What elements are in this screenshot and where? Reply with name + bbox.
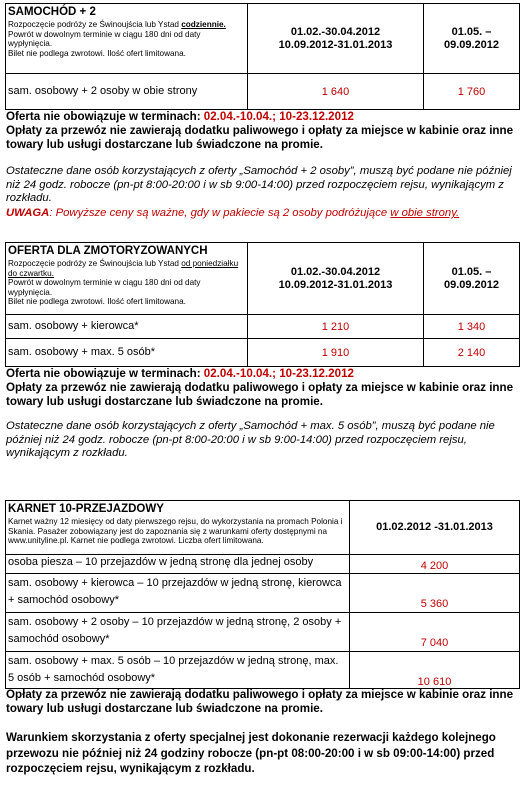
table-row [6,574,519,613]
offer-title: SAMOCHÓD + 2 [8,6,96,18]
row-label: sam. osobowy + 2 osoby – 10 przejazdów w jedną stronę, 2 osoby + samochód osobowy* [6,613,350,651]
desc-refund: Bilet nie podlega zwrotowi. Ilość ofert limitowana. [8,297,186,307]
row-label: osoba piesza – 10 przejazdów w jedną stronę dla jednej osoby [6,555,350,573]
offer-description-cell [6,501,350,554]
desc-days: od poniedziałku do czwartku. [8,259,239,278]
fees-note: Opłaty za przewóz nie zawierają dodatku paliwowego i opłaty za miejsce w kabinie oraz inne towary lub usługi dostarczane lub świadczone na promie. [6,381,514,408]
exclusion-dates: 02.04.-10.04.; 10-23.12.2012 [203,367,354,380]
desc-start: Rozpoczęcie podróży ze Świnoujścia lub Ystad [8,20,182,29]
period1-line2: 10.09.2012-31.01.2013 [278,278,393,291]
exclusion-label: Oferta nie obowiązuje w terminach: [6,110,204,123]
period1-line1: 01.02.-30.04.2012 [290,266,381,278]
passenger-data-note: Ostateczne dane osób korzystających z oferty „Samochód + 2 osoby”, muszą być podane nie później niż 24 godz. robocze (pn-pt 8:00-20:00 i w sb 9:00-14:00) przed rozpoczęciem rejsu, wynikającym z rozkładu. [6,165,512,205]
period2-header [424,243,519,314]
period: 01.02.2012 -31.01.2013 [376,521,493,534]
reservation-condition-note: Warunkiem skorzystania z oferty specjalnej jest dokonanie rezerwacji każdego kolejnego przewozu nie później niż 24 godziny robocze (pn-pt 08:00-20:00 i w sb 09:00-14:00) przed rozpoczęciem rejsu, wynikającym z rozkładu. [6,731,496,775]
table-oferta-zmotoryzowanych [5,242,520,367]
offer-exclusion-note [6,110,516,124]
desc-return: Powrót w dowolnym terminie w ciągu 180 dni od daty wypłynięcia. [8,29,201,49]
price: 10 610 [417,676,452,688]
period2-header [424,4,519,73]
desc-refund: Bilet nie podlega zwrotowi. Ilość ofert limitowana. [8,48,186,58]
offer-title: KARNET 10-PRZEJAZDOWY [8,503,164,515]
table-row [6,339,519,366]
offer-description: Karnet ważny 12 miesięcy od daty pierwszego rejsu, do wykorzystania na promach Polonia i Skania. Pasażer zobowiązany jest do zapoznania się z warunkami oferty dostępnymi na www.unityline.pl. Karnet nie podlega zwrotowi. Liczba ofert limitowana. [8,517,343,546]
row-label: sam. osobowy + kierowca – 10 przejazdów w jedną stronę, kierowca + samochód osobowy* [6,574,350,612]
price-period1: 1 910 [248,339,424,366]
offer-description-cell [6,243,248,314]
fees-note: Opłaty za przewóz nie zawierają dodatku paliwowego i opłaty za miejsce w kabinie oraz inne towary lub usługi dostarczane lub świadczone na promie. [6,688,514,715]
period1-header [248,243,424,314]
table-header-row [6,243,519,315]
period2-line1: 01.05. – [451,26,492,38]
price-period2: 1 760 [457,85,486,98]
exclusion-label: Oferta nie obowiązuje w terminach: [6,367,204,380]
offer-title: OFERTA DLA ZMOTORYZOWANYCH [8,245,208,257]
price: 5 360 [420,598,449,610]
warning-note [6,207,518,221]
offer-description-cell [6,4,248,73]
table-karnet [5,500,520,689]
desc-return: Powrót w dowolnym terminie w ciągu 180 dni od daty wypłynięcia. [8,278,201,297]
period2-line2: 09.09.2012 [443,38,500,51]
desc-start: Rozpoczęcie podróży ze Świnoujścia lub Ystad [8,259,182,268]
warning-label: UWAGA [6,207,50,219]
price-period2: 1 340 [457,320,486,333]
period1-line1: 01.02.-30.04.2012 [290,26,381,38]
offer-exclusion-note [6,367,516,381]
price-period1: 1 210 [248,315,424,338]
price-period1: 1 640 [248,74,424,109]
fees-note: Opłaty za przewóz nie zawierają dodatku paliwowego i opłaty za miejsce w kabinie oraz inne towary lub usługi dostarczane lub świadczone na promie. [6,124,514,151]
period-header [350,501,519,554]
row-label: sam. osobowy + 2 osoby w obie strony [6,74,248,109]
offer-description [8,20,245,58]
period2-line2: 09.09.2012 [443,278,500,291]
row-label: sam. osobowy + max. 5 osób* [6,339,248,366]
price: 4 200 [420,560,449,572]
warning-text: : Powyższe ceny są ważne, gdy w pakiecie są 2 osoby podróżujące [49,207,391,219]
table-row [6,652,519,688]
passenger-data-note: Ostateczne dane osób korzystających z oferty „Samochód + max. 5 osób”, muszą być podane nie później niż 24 godz. robocze (pn-pt 8:00-20:00 i w sb 9:00-14:00) przed rozpoczęciem rejsu, wynikającym z rozkładu. [6,420,495,460]
warning-underline: w obie strony. [390,207,460,219]
table-samochod-2 [5,3,520,110]
table-header-row [6,4,519,74]
table-row [6,315,519,339]
table-row [6,613,519,652]
table-row [6,555,519,574]
row-label: sam. osobowy + kierowca* [6,315,248,338]
table-row [6,74,519,109]
price-period2: 2 140 [457,346,486,359]
row-label: sam. osobowy + max. 5 osób – 10 przejazdów w jedną stronę, max. 5 osób + samochód osobowy* [6,652,350,688]
table-header-row [6,501,519,555]
period1-line2: 10.09.2012-31.01.2013 [278,38,393,51]
offer-description [8,259,245,307]
exclusion-dates: 02.04.-10.04.; 10-23.12.2012 [203,110,354,123]
price: 7 040 [420,637,449,649]
desc-days: codziennie. [181,20,226,29]
period1-header [248,4,424,73]
period2-line1: 01.05. – [451,266,492,278]
